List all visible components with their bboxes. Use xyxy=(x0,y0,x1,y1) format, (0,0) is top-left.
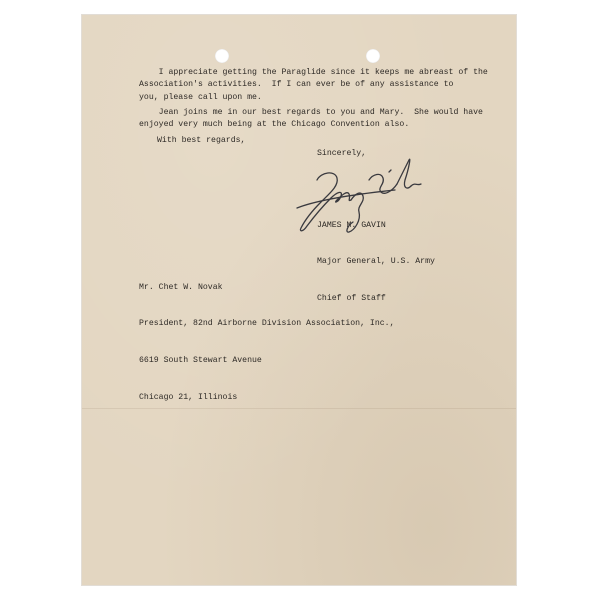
signer-name: JAMES M. GAVIN xyxy=(317,220,386,230)
recipient-street: 6619 South Stewart Avenue xyxy=(139,356,262,366)
letter-closing: With best regards, xyxy=(157,136,246,145)
punch-hole-left xyxy=(215,49,229,63)
recipient-city: Chicago 21, Illinois xyxy=(139,393,238,403)
letter-paragraph-1: I appreciate getting the Paraglide since it keeps me abreast of the Association's activities. If I can ever be of any assistance to you, please call upon me. xyxy=(139,68,488,102)
signer-rank: Major General, U.S. Army xyxy=(317,257,435,267)
letter-paragraph-2: Jean joins me in our best regards to you and Mary. She would have enjoyed very much being at the Chicago Convention also. xyxy=(139,108,483,130)
signer-title: Chief of Staff xyxy=(317,294,386,304)
punch-hole-right xyxy=(366,49,380,63)
sign-off: Sincerely, xyxy=(317,149,367,158)
recipient-title: President, 82nd Airborne Division Association, Inc., xyxy=(139,319,395,329)
letter-sheet xyxy=(82,15,516,585)
recipient-address xyxy=(139,257,395,429)
handwritten-signature xyxy=(277,150,427,235)
recipient-name: Mr. Chet W. Novak xyxy=(139,282,223,292)
